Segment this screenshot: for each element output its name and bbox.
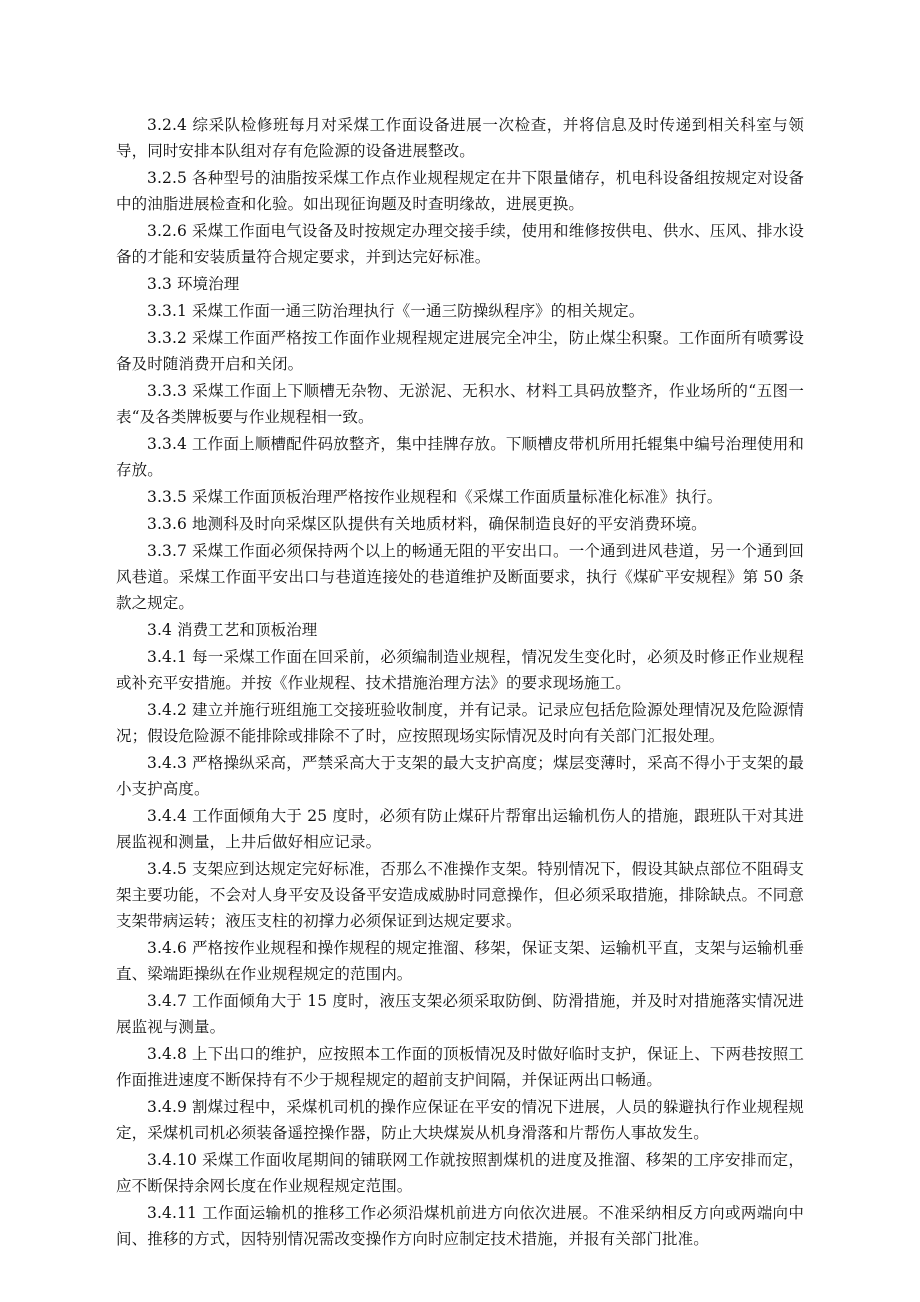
paragraph-3-2-5: 3.2.5 各种型号的油脂按采煤工作点作业规程规定在井下限量储存，机电科设备组按规定对设备中的油脂进展检查和化验。如出现征询题及时查明缘故，进展更换。	[116, 169, 804, 213]
section-heading-3-3: 3.3 环境治理	[147, 275, 240, 293]
paragraph-3-4-6: 3.4.6 严格按作业规程和操作规程的规定推溜、移架，保证支架、运输机平直，支架与运输机垂直、梁端距操纵在作业规程规定的范围内。	[116, 939, 804, 983]
paragraph-3-3-2: 3.3.2 采煤工作面严格按工作面作业规程规定进展完全冲尘，防止煤尘积聚。工作面所有喷雾设备及时随消费开启和关闭。	[116, 329, 804, 373]
paragraph-3-2-6: 3.2.6 采煤工作面电气设备及时按规定办理交接手续，使用和维修按供电、供水、压风、排水设备的才能和安装质量符合规定要求，并到达完好标准。	[116, 222, 804, 266]
paragraph-3-3-3: 3.3.3 采煤工作面上下顺槽无杂物、无淤泥、无积水、材料工具码放整齐，作业场所的“五图一表“及各类牌板要与作业规程相一致。	[116, 382, 804, 426]
paragraph-3-3-6: 3.3.6 地测科及时向采煤区队提供有关地质材料，确保制造良好的平安消费环境。	[147, 515, 707, 533]
section-heading-3-4: 3.4 消费工艺和顶板治理	[147, 621, 318, 639]
paragraph-3-4-4: 3.4.4 工作面倾角大于 25 度时，必须有防止煤矸片帮窜出运输机伤人的措施，跟班队干对其进展监视和测量，上井后做好相应记录。	[116, 807, 804, 851]
paragraph-3-3-5: 3.3.5 采煤工作面顶板治理严格按作业规程和《采煤工作面质量标准化标准》执行。	[147, 488, 723, 506]
paragraph-3-4-3: 3.4.3 严格操纵采高，严禁采高大于支架的最大支护高度；煤层变薄时，采高不得小于支架的最小支护高度。	[116, 754, 804, 798]
paragraph-3-2-4: 3.2.4 综采队检修班每月对采煤工作面设备进展一次检查，并将信息及时传递到相关科室与领导，同时安排本队组对存有危险源的设备进展整改。	[116, 116, 804, 160]
paragraph-3-4-5: 3.4.5 支架应到达规定完好标准，否那么不准操作支架。特别情况下，假设其缺点部位不阻碍支架主要功能，不会对人身平安及设备平安造成威胁时同意操作，但必须采取措施，排除缺点。不同意支架带病运转；液压支柱的初撑力必须保证到达规定要求。	[116, 860, 804, 930]
paragraph-3-4-2: 3.4.2 建立并施行班组施工交接班验收制度，并有记录。记录应包括危险源处理情况及危险源情况；假设危险源不能排除或排除不了时，应按照现场实际情况及时向有关部门汇报处理。	[116, 701, 804, 745]
paragraph-3-4-7: 3.4.7 工作面倾角大于 15 度时，液压支架必须采取防倒、防滑措施，并及时对措施落实情况进展监视与测量。	[116, 992, 804, 1036]
paragraph-3-4-10: 3.4.10 采煤工作面收尾期间的铺联网工作就按照割煤机的进度及推溜、移架的工序安排而定，应不断保持余网长度在作业规程规定范围。	[116, 1151, 804, 1195]
paragraph-3-4-9: 3.4.9 割煤过程中，采煤机司机的操作应保证在平安的情况下进展，人员的躲避执行作业规程规定，采煤机司机必须装备遥控操作器，防止大块煤炭从机身滑落和片帮伤人事故发生。	[116, 1098, 804, 1142]
paragraph-3-4-11: 3.4.11 工作面运输机的推移工作必须沿煤机前进方向依次进展。不准采纳相反方向或两端向中间、推移的方式，因特别情况需改变操作方向时应制定技术措施，并报有关部门批准。	[116, 1204, 804, 1248]
paragraph-3-3-4: 3.3.4 工作面上顺槽配件码放整齐，集中挂牌存放。下顺槽皮带机所用托辊集中编号治理使用和存放。	[116, 435, 804, 479]
paragraph-3-4-1: 3.4.1 每一采煤工作面在回采前，必须编制造业规程，情况发生变化时，必须及时修正作业规程或补充平安措施。并按《作业规程、技术措施治理方法》的要求现场施工。	[116, 648, 804, 692]
paragraph-3-3-7: 3.3.7 采煤工作面必须保持两个以上的畅通无阻的平安出口。一个通到进风巷道，另一个通到回风巷道。采煤工作面平安出口与巷道连接处的巷道维护及断面要求，执行《煤矿平安规程》第 50 条款之规定。	[116, 542, 804, 612]
paragraph-3-3-1: 3.3.1 采煤工作面一通三防治理执行《一通三防操纵程序》的相关规定。	[147, 302, 645, 320]
paragraph-3-4-8: 3.4.8 上下出口的维护，应按照本工作面的顶板情况及时做好临时支护，保证上、下两巷按照工作面推进速度不断保持有不少于规程规定的超前支护间隔，并保证两出口畅通。	[116, 1045, 804, 1089]
